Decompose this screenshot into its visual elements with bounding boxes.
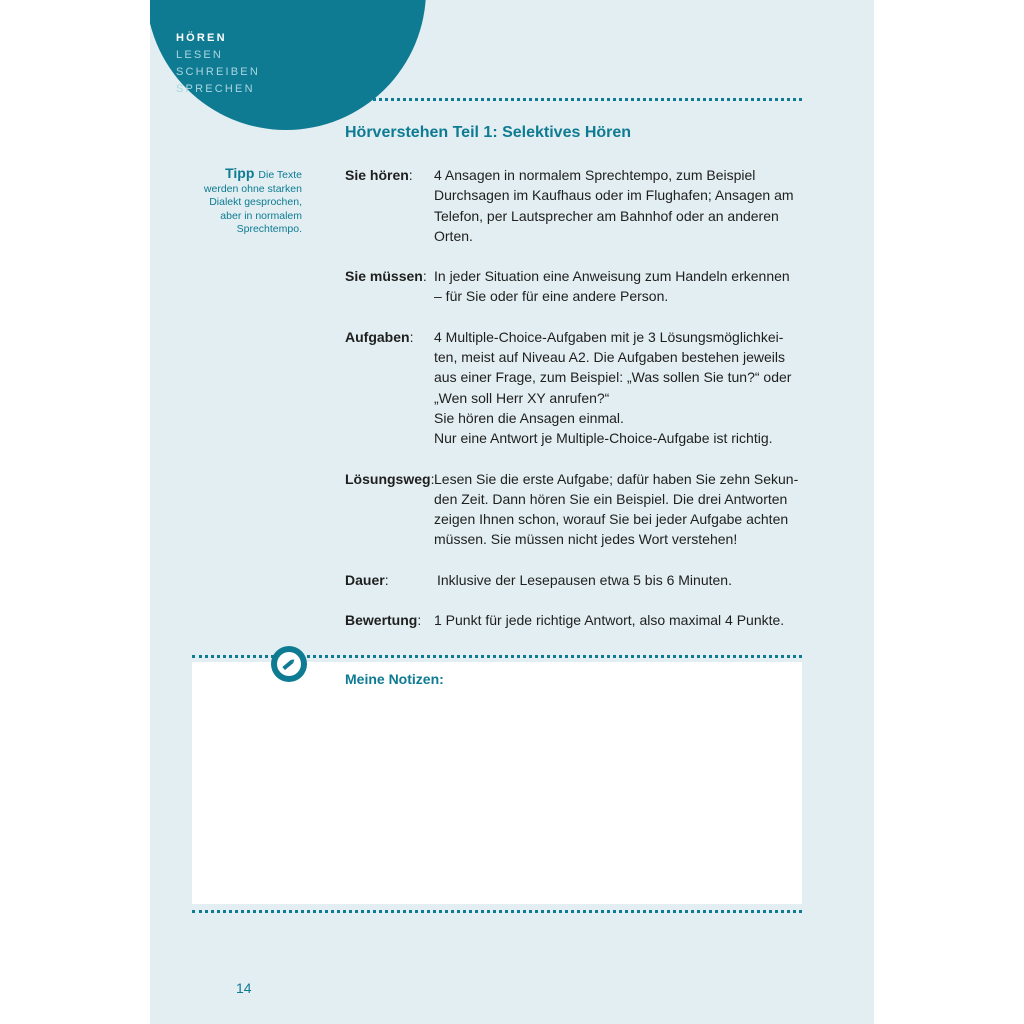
- notes-area[interactable]: [192, 662, 802, 904]
- info-row-aufgaben: [345, 327, 805, 449]
- row-label: Aufgaben:: [345, 328, 414, 345]
- page: [150, 0, 874, 1024]
- row-body: Lesen Sie die erste Aufgabe; dafür haben Sie zehn Sekun- den Zeit. Dann hören Sie ein Beispiel. Die drei Antworten zeigen Ihnen schon, worauf Sie bei jeder Aufgabe achten müssen. Sie müssen nicht jedes Wort verstehen!: [434, 470, 799, 548]
- info-row-sie-hoeren: [345, 165, 805, 246]
- row-label: Bewertung:: [345, 612, 422, 629]
- info-row-loesungsweg: [345, 469, 805, 550]
- notes-label: Meine Notizen:: [345, 671, 444, 687]
- row-label: Sie hören:: [345, 167, 413, 183]
- tip-line: Dialekt gesprochen,: [209, 196, 302, 208]
- tip-label: Tipp: [225, 165, 255, 181]
- info-table: [345, 165, 805, 650]
- notes-bottom-divider: [192, 910, 802, 913]
- row-body: 4 Ansagen in normalem Sprechtempo, zum Beispiel Durchsagen im Kaufhaus oder im Flughafen; Ansagen am Telefon, per Lautsprecher am Bahnhof oder an anderen Orten.: [434, 167, 794, 244]
- section-title: Hörverstehen Teil 1: Selektives Hören: [345, 124, 632, 141]
- info-row-sie-muessen: [345, 266, 805, 307]
- row-body: 4 Multiple-Choice-Aufgaben mit je 3 Lösungsmöglichkei- ten, meist auf Niveau A2. Die Aufgaben bestehen jeweils aus einer Frage, zum Beispiel: „Was sollen Sie tun?“ oder „Wen soll Herr XY anrufen?“ Sie hören die Ansagen einmal. Nur eine Antwort je Multiple-Choice-Aufgabe ist richtig.: [434, 328, 792, 447]
- tip-line: Sprechtempo.: [236, 223, 302, 235]
- pencil-icon: [271, 646, 307, 682]
- nav-item-sprechen[interactable]: SPRECHEN: [176, 83, 255, 95]
- tip-box: [190, 167, 302, 237]
- row-body: In jeder Situation eine Anweisung zum Handeln erkennen – für Sie oder für eine andere Person.: [434, 268, 790, 305]
- row-body: Inklusive der Lesepausen etwa 5 bis 6 Minuten.: [437, 571, 732, 588]
- tip-line: werden ohne starken: [203, 182, 302, 195]
- top-divider: [284, 98, 802, 101]
- nav-item-lesen[interactable]: LESEN: [176, 49, 224, 61]
- row-label: Sie müssen:: [345, 268, 427, 285]
- row-label: Dauer:: [345, 571, 389, 588]
- sidebar-nav: [176, 30, 260, 98]
- info-row-dauer: [345, 570, 805, 590]
- row-label: Lösungsweg:: [345, 470, 435, 487]
- nav-item-hoeren[interactable]: HÖREN: [176, 32, 227, 44]
- row-body: 1 Punkt für jede richtige Antwort, also maximal 4 Punkte.: [434, 612, 785, 629]
- tip-line: Die Texte: [258, 169, 302, 181]
- info-row-bewertung: [345, 610, 805, 630]
- page-number: 14: [236, 980, 252, 996]
- nav-item-schreiben[interactable]: SCHREIBEN: [176, 66, 260, 78]
- tip-line: aber in normalem: [220, 209, 302, 222]
